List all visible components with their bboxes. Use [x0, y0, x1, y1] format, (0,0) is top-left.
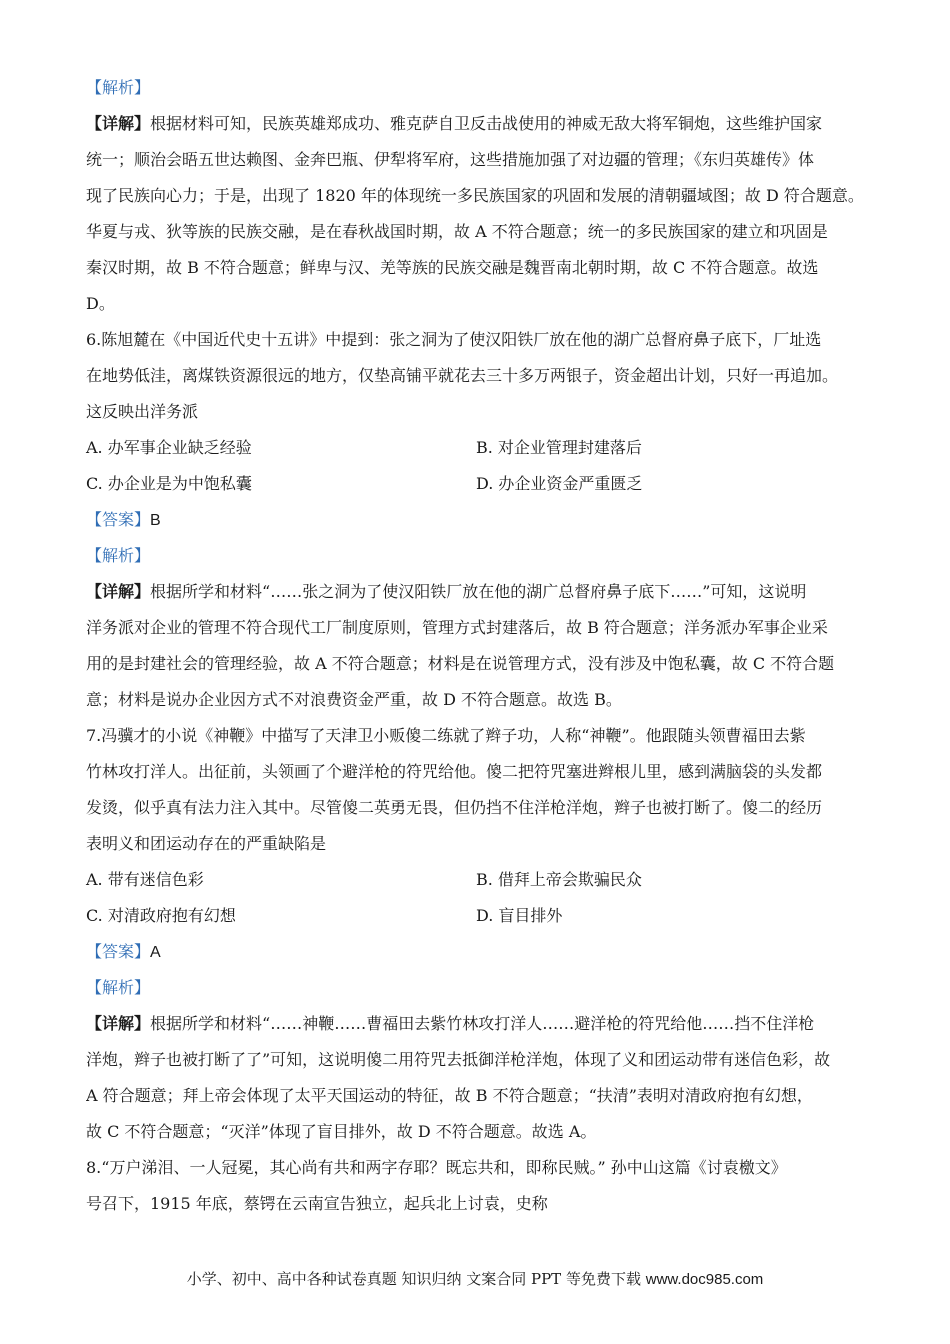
prev-analysis-heading	[86, 74, 876, 110]
detail-tag: 【详解】	[86, 1014, 151, 1033]
analysis-tag: 【解析】	[86, 978, 151, 997]
q7-answer	[86, 938, 876, 974]
q8-stem-line-2: 号召下，1915 年底，蔡锷在云南宣告独立，起兵北上讨袁，史称	[86, 1194, 548, 1213]
answer-value: A	[150, 944, 161, 961]
q7-detail-line-3: A 符合题意；拜上帝会体现了太平天国运动的特征，故 B 不符合题意；“扶清”表明对清政府抱有幻想，	[86, 1086, 813, 1105]
q7-options-row-1	[86, 866, 876, 902]
q7-stem-line-2: 竹林攻打洋人。出征前，头领画了个避洋枪的符咒给他。傻二把符咒塞进辫根儿里，感到满脑袋的头发都	[86, 762, 823, 781]
prev-detail-line-2: 统一；顺治会晤五世达赖图、金奔巴瓶、伊犁将军府，这些措施加强了对边疆的管理；《东归英雄传》体	[86, 150, 815, 169]
analysis-tag: 【解析】	[86, 546, 151, 565]
q7-detail-line-4: 故 C 不符合题意；“灭洋”体现了盲目排外，故 D 不符合题意。故选 A。	[86, 1122, 597, 1141]
q6-options-row-1	[86, 434, 876, 470]
footer-text: 小学、初中、高中各种试卷真题 知识归纳 文案合同 PPT 等免费下载	[186, 1270, 646, 1288]
q7-option-d: D. 盲目排外	[476, 906, 563, 925]
q7-detail-line-1: 【详解】根据所学和材料“……神鞭……曹福田去紫竹林攻打洋人……避洋枪的符咒给他……挡不住洋枪	[86, 1014, 815, 1033]
q6-stem-line-2: 在地势低洼，离煤铁资源很远的地方，仅垫高铺平就花去三十多万两银子，资金超出计划，只好一再追加。	[86, 366, 839, 385]
q6-option-b: B. 对企业管理封建落后	[476, 438, 642, 457]
q7-options-row-2	[86, 902, 876, 938]
q7-stem-line-4: 表明义和团运动存在的严重缺陷是	[86, 834, 327, 853]
prev-detail-line-5: 秦汉时期，故 B 不符合题意；鲜卑与汉、羌等族的民族交融是魏晋南北朝时期，故 C 不符合题意。故选	[86, 258, 819, 277]
q6-detail-line-2: 洋务派对企业的管理不符合现代工厂制度原则，管理方式封建落后，故 B 符合题意；洋务派办军事企业采	[86, 618, 828, 637]
analysis-tag: 【解析】	[86, 78, 151, 97]
q7-stem-line-3: 发烫，似乎真有法力注入其中。尽管傻二英勇无畏，但仍挡不住洋枪洋炮，辫子也被打断了。傻二的经历	[86, 798, 823, 817]
q6-detail-line-1: 【详解】根据所学和材料“……张之洞为了使汉阳铁厂放在他的湖广总督府鼻子底下……”可知，这说明	[86, 582, 807, 601]
page-footer	[0, 1268, 950, 1289]
prev-detail-line-4: 华夏与戎、狄等族的民族交融，是在春秋战国时期，故 A 不符合题意；统一的多民族国家的建立和巩固是	[86, 222, 828, 241]
q6-option-c: C. 办企业是为中饱私囊	[86, 474, 252, 493]
answer-tag: 【答案】	[86, 942, 151, 961]
q7-detail-line-2: 洋炮，辫子也被打断了了”可知，这说明傻二用符咒去抵御洋枪洋炮，体现了义和团运动带有迷信色彩，故	[86, 1050, 831, 1069]
detail-tag: 【详解】	[86, 582, 151, 601]
q7-option-a: A. 带有迷信色彩	[86, 870, 204, 889]
prev-detail-line-3: 现了民族向心力；于是，出现了 1820 年的体现统一多民族国家的巩固和发展的清朝疆域图；故 D 符合题意。	[86, 186, 864, 205]
q6-answer	[86, 506, 876, 542]
answer-tag: 【答案】	[86, 510, 151, 529]
q7-option-b: B. 借拜上帝会欺骗民众	[476, 870, 642, 889]
q6-detail-line-4: 意；材料是说办企业因方式不对浪费资金严重，故 D 不符合题意。故选 B。	[86, 690, 622, 709]
prev-detail-line-6: D。	[86, 294, 115, 313]
q6-stem-line-3: 这反映出洋务派	[86, 402, 199, 421]
detail-tag: 【详解】	[86, 114, 151, 133]
q6-stem-line-1: 6.陈旭麓在《中国近代史十五讲》中提到：张之洞为了使汉阳铁厂放在他的湖广总督府鼻子底下，厂址选	[86, 330, 822, 349]
page-content	[86, 74, 876, 1226]
q7-stem-line-1: 7.冯骥才的小说《神鞭》中描写了天津卫小贩傻二练就了辫子功，人称“神鞭”。他跟随头领曹福田去紫	[86, 726, 806, 745]
q6-options-row-2	[86, 470, 876, 506]
q6-analysis-heading	[86, 542, 876, 578]
answer-value: B	[150, 512, 161, 529]
q6-detail-line-3: 用的是封建社会的管理经验，故 A 不符合题意；材料是在说管理方式，没有涉及中饱私囊，故 C 不符合题	[86, 654, 835, 673]
footer-url: www.doc985.com	[645, 1271, 764, 1288]
q7-analysis-heading	[86, 974, 876, 1010]
q7-option-c: C. 对清政府抱有幻想	[86, 906, 236, 925]
q8-stem-line-1: 8.“万户涕泪、一人冠冕，其心尚有共和两字存耶？既忘共和，即称民贼。” 孙中山这篇《讨袁檄文》	[86, 1158, 787, 1177]
q6-option-a: A. 办军事企业缺乏经验	[86, 438, 252, 457]
prev-detail-line-1: 【详解】根据材料可知，民族英雄郑成功、雅克萨自卫反击战使用的神威无敌大将军铜炮，这些维护国家	[86, 114, 823, 133]
q6-option-d: D. 办企业资金严重匮乏	[476, 474, 643, 493]
